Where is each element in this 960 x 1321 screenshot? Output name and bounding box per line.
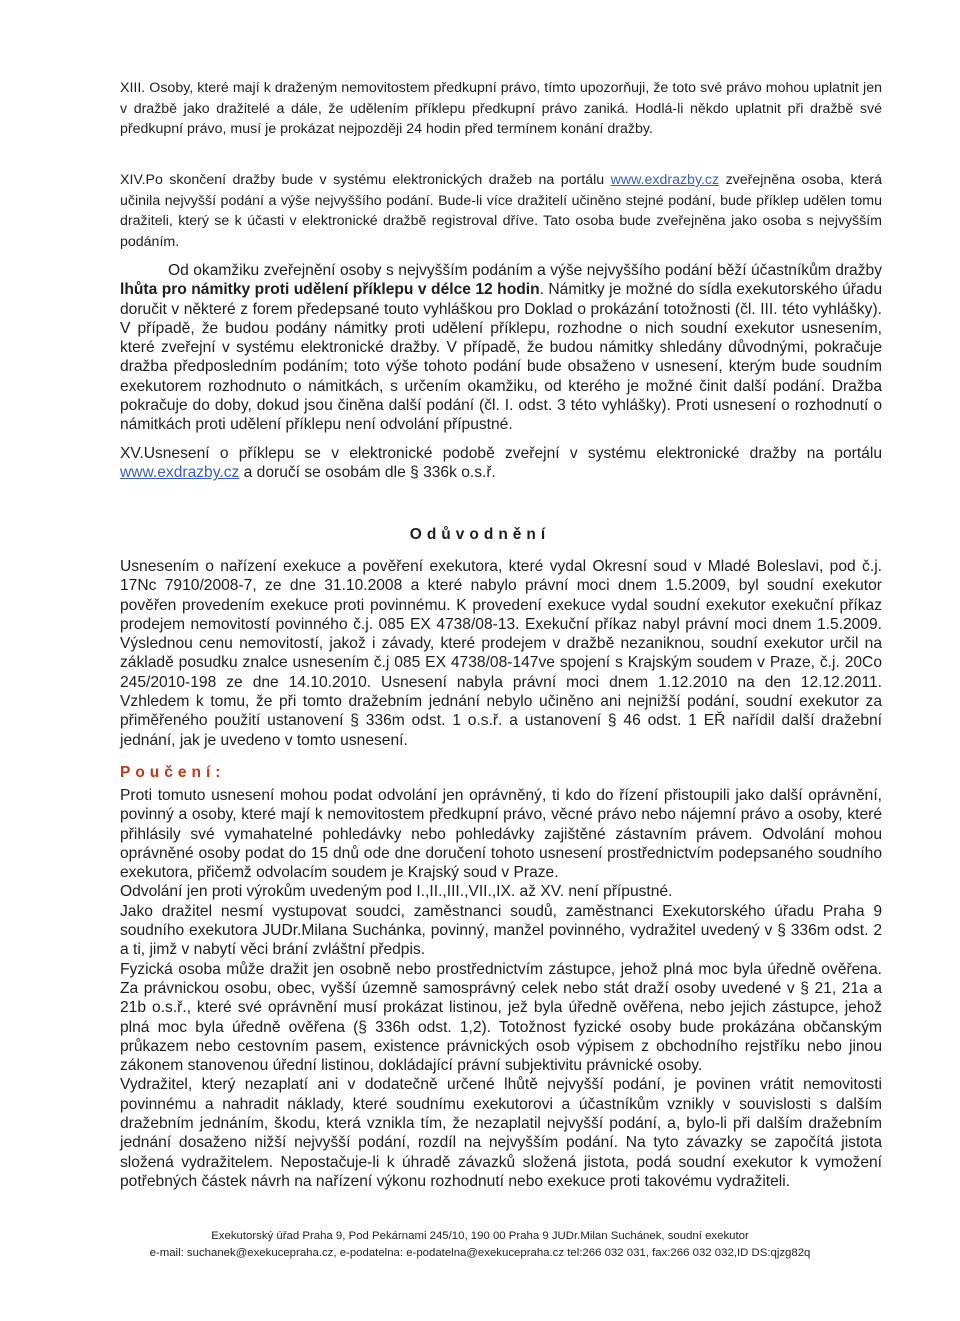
oduvodneni-section: [120, 557, 882, 750]
pouceni-paragraph-3: Jako dražitel nesmí vystupovat soudci, zaměstnanci soudů, zaměstnanci Exekutorského úřadu Praha 9 soudního exekutora JUDr.Milana Suchánka, povinný, manžel povinného, vydražitel uvedený v § 336m odst. 2 a ti, jimž v nabytí věci brání zvláštní předpis.: [120, 902, 882, 959]
pouceni-paragraph-1: Proti tomuto usnesení mohou podat odvolání jen oprávněný, ti kdo do řízení přistoupili jako další oprávnění, povinný a osoby, které mají k nemovitostem předkupní právo, věcné právo nebo nájemní právo a osoby, které přihlásily své vymahatelné pohledávky nebo pohledávky zajištěné zástavním právem. Odvolání mohou oprávněné osoby podat do 15 dnů ode dne doručení tohoto usnesení prostřednictvím podepsaného soudního exekutora, přičemž odvolacím soudem je Krajský soud v Praze.: [120, 787, 882, 882]
pouceni-section: [120, 786, 882, 1191]
section-xiv-text-end: zveřejněna osoba, která učinila nejvyšší podání a výše nejvyššího podání. Bude-li více dražitelí učiněno stejné podání, bude příklep udělen tomu dražiteli, který se k účasti v elektronické dražbě registroval dříve. Tato osoba bude zveřejněna jako osoba s nejvyšším podáním.: [120, 172, 882, 250]
pouceni-heading: Poučení:: [120, 764, 226, 781]
page-footer: [0, 1228, 960, 1261]
section-xiii-text: XIII. Osoby, které mají k draženým nemovitostem předkupní právo, tímto upozorňuji, že toto své právo mohou uplatnit jen v dražbě jako dražitelé a dále, že udělením příklepu předkupní právo zaniká. Hodlá-li někdo uplatnit při dražbě své předkupní právo, musí je prokázat nejpozději 24 hodin před termínem konání dražby.: [120, 80, 882, 138]
oduvodneni-heading: Odůvodnění: [409, 526, 551, 543]
footer-address: Exekutorský úřad Praha 9, Pod Pekárnami 245/10, 190 00 Praha 9 JUDr.Milan Suchánek, soudní exekutor: [211, 1230, 749, 1242]
objections-paragraph: [120, 261, 882, 435]
section-xv-text-start: XV.Usnesení o příklepu se v elektronické podobě zveřejní v systému elektronické dražby na portálu: [120, 445, 882, 462]
section-xiv: [120, 170, 882, 252]
exdrazby-link-2[interactable]: www.exdrazby.cz: [120, 464, 240, 482]
oduvodneni-text: Usnesením o nařízení exekuce a pověření exekutora, které vydal Okresní soud v Mladé Boleslavi, pod č.j. 17Nc 7910/2008-7, ze dne 31.10.2008 a které nabylo právní moci dnem 1.5.2009, byl soudní exekutor pověřen provedením exekuce proti povinnému. K provedení exekuce vydal soudní exekutor exekuční příkaz prodejem nemovitostí povinného č.j. 085 EX 4738/08-13. Exekuční příkaz nabyl právní moci dnem 1.5.2009. Výslednou cenu nemovitostí, jakož i závady, které prodejem v dražbě nezaniknou, soudní exekutor určil na základě posudku znalce usnesením č.j 085 EX 4738/08-147ve spojení s Krajským soudem v Praze, č.j. 20Co 245/2010-198 ze dne 14.10.2010. Usnesení nabyla právní moci dnem 1.12.2010 na den 12.12.2011. Vzhledem k tomu, že při tomto dražebním jednání nebylo učiněno ani nejnižší podání, soudní exekutor za přiměřeného použití ustanovení § 336m odst. 1 o.s.ř. a ustanovení § 46 odst. 1 EŘ nařídil další dražební jednání, jak je uvedeno v tomto usnesení.: [120, 558, 882, 749]
section-xiv-paragraph: [120, 170, 882, 252]
exdrazby-link[interactable]: www.exdrazby.cz: [610, 172, 720, 188]
objections-text-start: Od okamžiku zveřejnění osoby s nejvyšším podáním a výše nejvyššího podání běží účastníkům dražby: [168, 262, 882, 279]
section-xv-text-end: a doručí se osobám dle § 336k o.s.ř.: [239, 464, 496, 482]
objections-text-end: . Námitky je možné do sídla exekutorského úřadu doručit v některé z forem předepsané touto vyhláškou pro Doklad o prokázání totožnosti (čl. III. této vyhlášky). V případě, že budou podány námitky proti udělení příklepu, rozhodne o nich soudní exekutor usnesením, které zveřejní v systému elektronické dražby. V případě, že budou námitky shledány důvodnými, pokračuje dražba předposledním podáním; toto výše tohoto podání bude obsaženo v usnesení, kterým bude soudním exekutorem rozhodnuto o námitkách, s určením okamžiku, od kterého je možné činit další podání. Dražba pokračuje do doby, dokud jsou činěna další podání (čl. I. odst. 3 této vyhlášky). Proti usnesení o rozhodnutí o námitkách proti udělení příklepu není odvolání přípustné.: [120, 281, 882, 434]
section-xiv-text-start: XIV.Po skončení dražby bude v systému elektronických dražeb na portálu: [120, 172, 611, 188]
section-xv-paragraph: [120, 444, 882, 483]
section-xiii: [120, 78, 882, 140]
objections-deadline: lhůta pro námitky proti udělení příklepu v délce 12 hodin: [120, 281, 540, 299]
pouceni-paragraph-5: Vydražitel, který nezaplatí ani v dodatečně určené lhůtě nejvyšší podání, je povinen vrátit nemovitosti povinnému a nahradit náklady, které soudnímu exekutorovi a účastníkům vznikly v souvislosti s dalším dražebním jednáním, škodu, která vznikla tím, že nezaplatil nejvyšší podání, a, bylo-li při dalším dražebním jednání dosaženo nižší nejvyšší podání, rozdíl na nejvyšším podání. Na tyto závazky se započítá jistota složená vydražitelem. Nepostačuje-li k úhradě závazků složená jistota, podá soudní exekutor k vymožení potřebných částek návrh na nařízení výkonu rozhodnutí nebo exekuce proti takovému vydražiteli.: [120, 1076, 882, 1190]
pouceni-paragraph-4: Fyzická osoba může dražit jen osobně nebo prostřednictvím zástupce, jehož plná moc byla úředně ověřena. Za právnickou osobu, obec, vyšší územně samosprávný celek nebo stát draží osoby uvedené v § 21, 21a a 21b o.s.ř., které své oprávnění musí prokázat listinou, jež byla úředně ověřena, nebo jejich zástupce, jehož plná moc byla úředně ověřena (§ 336h odst. 1,2). Totožnost fyzické osoby bude prokázána občanským průkazem nebo cestovním pasem, existence právnických osob výpisem z obchodního rejstříku nebo jinou zákonem stanovenou úřední listinou, dokládající právní subjektivitu právnické osoby.: [120, 960, 882, 1075]
footer-contact: e-mail: suchanek@exekucepraha.cz, e-podatelna: e-podatelna@exekucepraha.cz tel:266 032 031, fax:266 032 032,ID DS:qjzg82q: [149, 1246, 811, 1259]
pouceni-paragraph-2: Odvolání jen proti výrokům uvedeným pod I.,II.,III.,VII.,IX. až XV. není přípustné.: [120, 883, 673, 901]
objections-text: [120, 261, 882, 435]
section-xv: [120, 444, 882, 483]
